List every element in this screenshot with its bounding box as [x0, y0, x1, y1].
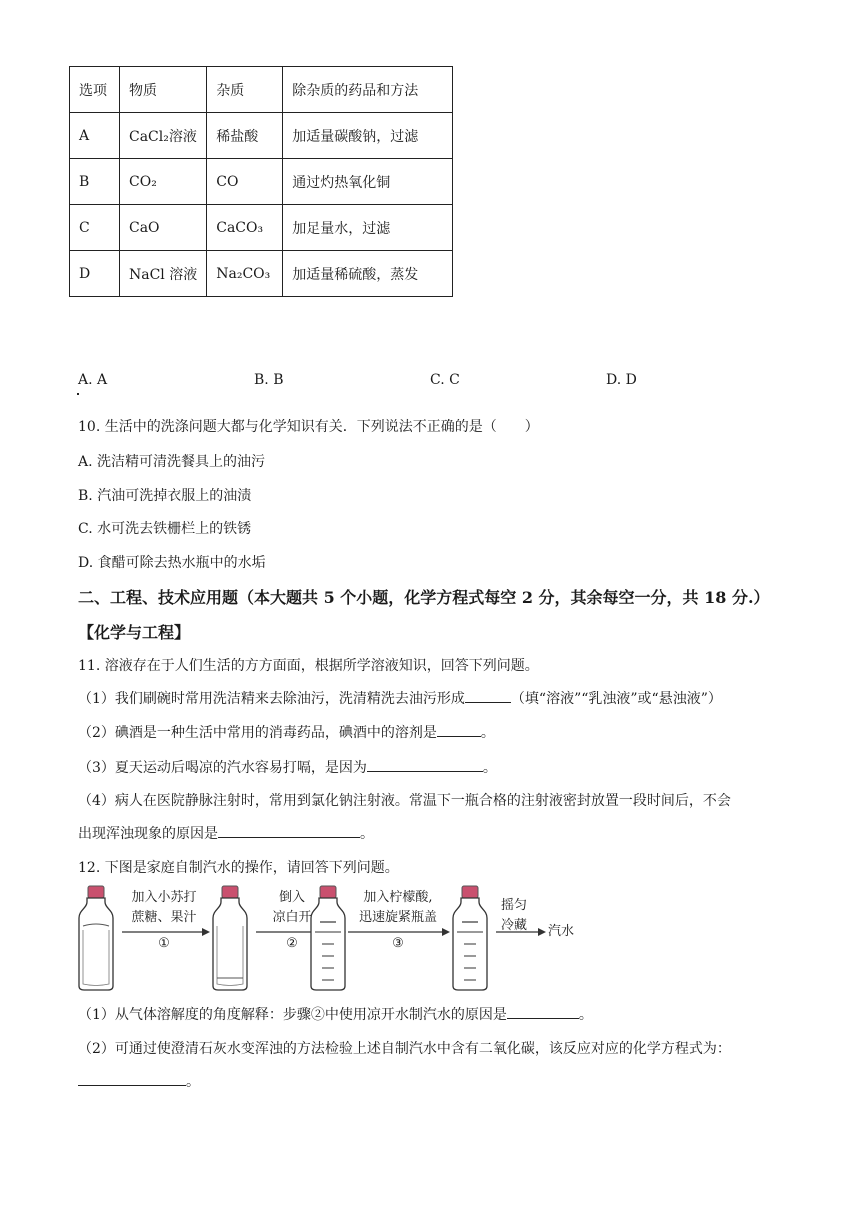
- q10-option-c[interactable]: C. 水可洗去铁栅栏上的铁锈: [78, 521, 252, 537]
- table-cell: D: [70, 251, 120, 297]
- q12-part1-text: （1）从气体溶解度的角度解释：步骤②中使用凉开水制汽水的原因是: [78, 1007, 507, 1023]
- answer-blank[interactable]: [465, 688, 511, 703]
- q11-part2-text: （2）碘酒是一种生活中常用的消毒药品，碘酒中的溶剂是: [78, 725, 437, 741]
- table-cell: 通过灼热氧化铜: [283, 159, 453, 205]
- step-4-line2: 冷藏: [500, 918, 527, 933]
- q11-part3-text: （3）夏天运动后喝凉的汽水容易打嗝，是因为: [78, 760, 367, 776]
- q10-option-a[interactable]: A. 洗洁精可清洗餐具上的油污: [78, 454, 266, 470]
- bottle-2-icon: [213, 886, 247, 990]
- table-cell: B: [70, 159, 120, 205]
- table-cell: 稀盐酸: [207, 113, 283, 159]
- soda-process-diagram: [76, 884, 596, 992]
- q12-part1-end: 。: [578, 1007, 593, 1023]
- step-3-line2: 迅速旋紧瓶盖: [358, 910, 437, 925]
- step-3-label: [346, 888, 450, 928]
- q10-option-d[interactable]: D. 食醋可除去热水瓶中的水垢: [78, 555, 266, 571]
- result-label: 汽水: [548, 924, 575, 939]
- step-2-label: [254, 888, 330, 928]
- answer-blank[interactable]: [367, 757, 483, 772]
- q12-part2-line1: （2）可通过使澄清石灰水变浑浊的方法检验上述自制汽水中含有二氧化碳，该反应对应的化学方程式为：: [78, 1041, 731, 1057]
- option-a[interactable]: A. A: [78, 372, 108, 388]
- table-cell: CaCl₂溶液: [120, 113, 207, 159]
- step-2-line2: 凉白开: [272, 910, 312, 925]
- step-1-label: [118, 888, 210, 928]
- table-cell: CO: [207, 159, 283, 205]
- step-3-line1: 加入柠檬酸,: [363, 890, 433, 905]
- option-b[interactable]: B. B: [254, 372, 284, 388]
- table-cell: A: [70, 113, 120, 159]
- q11-part4-line2: [78, 823, 374, 843]
- table-row: [70, 159, 453, 205]
- table-cell: CaCO₃: [207, 205, 283, 251]
- step-1-line1: 加入小苏打: [131, 890, 197, 905]
- step-4-label: [492, 896, 536, 936]
- dot-mark: [77, 393, 79, 395]
- q11-part2-end: 。: [480, 725, 495, 741]
- bottle-1-icon: [79, 886, 113, 990]
- table-cell: NaCl 溶液: [120, 251, 207, 297]
- options-table: [69, 66, 453, 297]
- q11-part1-hint: （填“溶液”“乳浊液”或“悬浊液”）: [510, 691, 722, 707]
- step-1-number: ①: [158, 936, 170, 951]
- answer-blank[interactable]: [437, 722, 481, 737]
- table-cell: C: [70, 205, 120, 251]
- table-header-cell: 除杂质的药品和方法: [283, 67, 453, 113]
- q11-part3: [78, 757, 497, 777]
- q12-part2-end: 。: [186, 1074, 200, 1090]
- q11-part3-end: 。: [482, 760, 497, 776]
- answer-blank[interactable]: [78, 1071, 186, 1086]
- q11-part4-text: 出现浑浊现象的原因是: [78, 826, 218, 842]
- table-header-row: [70, 67, 453, 113]
- q10-stem: 10. 生活中的洗涤问题大都与化学知识有关．下列说法不正确的是（ ）: [78, 419, 539, 435]
- q11-part4-line1: （4）病人在医院静脉注射时，常用到氯化钠注射液。常温下一瓶合格的注射液密封放置一段时间后，不会: [78, 793, 731, 809]
- bottle-4-icon: [453, 886, 487, 990]
- section-title: 二、工程、技术应用题（本大题共 5 个小题，化学方程式每空 2 分，其余每空一分，共 18 分.）: [78, 588, 770, 607]
- q10-option-b[interactable]: B. 汽油可洗掉衣服上的油渍: [78, 488, 252, 504]
- table-row: [70, 205, 453, 251]
- step-2-number: ②: [286, 936, 298, 951]
- table-row: [70, 251, 453, 297]
- q11-part1-text: （1）我们刷碗时常用洗洁精来去除油污，洗清精洗去油污形成: [78, 691, 465, 707]
- q11-part2: [78, 722, 495, 742]
- step-2-line1: 倒入: [278, 890, 305, 905]
- table-header-cell: 选项: [70, 67, 120, 113]
- q12-stem: 12. 下图是家庭自制汽水的操作，请回答下列问题。: [78, 860, 399, 876]
- table-cell: CaO: [120, 205, 207, 251]
- q11-part1: [78, 688, 722, 708]
- table-cell: 加适量碳酸钠，过滤: [283, 113, 453, 159]
- table-header-cell: 杂质: [207, 67, 283, 113]
- option-d[interactable]: D. D: [606, 372, 637, 388]
- table-row: [70, 113, 453, 159]
- table-header-cell: 物质: [120, 67, 207, 113]
- option-c[interactable]: C. C: [430, 372, 460, 388]
- step-1-line2: 蔗糖、果汁: [131, 910, 197, 925]
- q12-part1: [78, 1004, 593, 1024]
- step-4-line1: 摇匀: [500, 898, 527, 913]
- q12-part2-line2: [78, 1071, 200, 1091]
- table-cell: 加适量稀硫酸，蒸发: [283, 251, 453, 297]
- step-3-number: ③: [392, 936, 404, 951]
- table-cell: 加足量水，过滤: [283, 205, 453, 251]
- q11-part4-end: 。: [360, 826, 374, 842]
- q11-stem: 11. 溶液存在于人们生活的方方面面，根据所学溶液知识，回答下列问题。: [78, 658, 539, 674]
- answer-blank[interactable]: [507, 1004, 579, 1019]
- table-cell: Na₂CO₃: [207, 251, 283, 297]
- answer-blank[interactable]: [218, 823, 360, 838]
- table-cell: CO₂: [120, 159, 207, 205]
- section-subtitle: 【化学与工程】: [78, 623, 191, 642]
